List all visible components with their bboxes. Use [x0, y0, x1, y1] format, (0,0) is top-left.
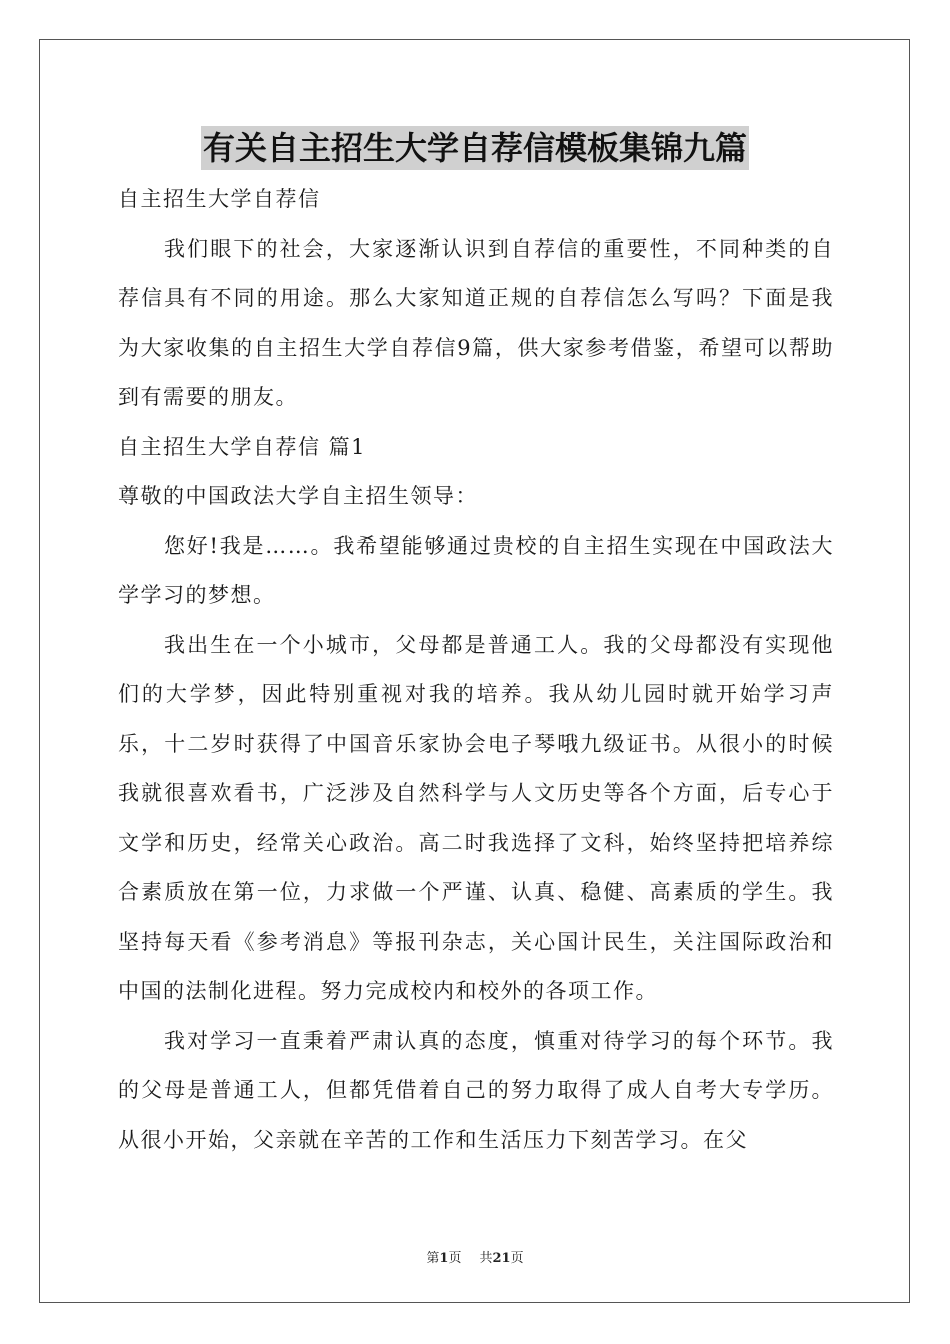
document-title: 有关自主招生大学自荐信模板集锦九篇 [201, 126, 749, 170]
paragraph: 尊敬的中国政法大学自主招生领导： [118, 484, 478, 508]
paragraph: 自主招生大学自荐信 [118, 187, 321, 211]
current-page-number: 1 [439, 1251, 449, 1266]
total-label-suffix: 页 [510, 1251, 524, 1266]
page-label-prefix: 第 [426, 1251, 440, 1266]
title-container [0, 126, 950, 170]
total-label-prefix: 共 [479, 1251, 493, 1266]
total-page-count: 21 [492, 1251, 511, 1266]
page-label-suffix: 页 [448, 1251, 462, 1266]
paragraph: 我出生在一个小城市，父母都是普通工人。我的父母都没有实现他们的大学梦，因此特别重视对我的培养。我从幼儿园时就开始学习声乐，十二岁时获得了中国音乐家协会电子琴哦九级证书。从很小的时候我就很喜欢看书，广泛涉及自然科学与人文历史等各个方面，后专心于文学和历史，经常关心政治。高二时我选择了文科，始终坚持把培养综合素质放在第一位，力求做一个严谨、认真、稳健、高素质的学生。我坚持每天看《参考消息》等报刊杂志，关心国计民生，关注国际政治和中国的法制化进程。努力完成校内和校外的各项工作。 [118, 632, 834, 1003]
paragraph: 您好!我是……。我希望能够通过贵校的自主招生实现在中国政法大学学习的梦想。 [118, 533, 834, 607]
paragraph: 我们眼下的社会，大家逐渐认识到自荐信的重要性，不同种类的自荐信具有不同的用途。那么大家知道正规的自荐信怎么写吗？下面是我为大家收集的自主招生大学自荐信9篇，供大家参考借鉴，希望可以帮助到有需要的朋友。 [118, 236, 834, 409]
paragraph: 自主招生大学自荐信 篇1 [118, 434, 367, 459]
paragraph: 我对学习一直秉着严肃认真的态度，慎重对待学习的每个环节。我的父母是普通工人，但都凭借着自己的努力取得了成人自考大专学历。从很小开始，父亲就在辛苦的工作和生活压力下刻苦学习。在父 [118, 1028, 834, 1152]
document-body [118, 175, 834, 1165]
page-footer [0, 1247, 950, 1266]
